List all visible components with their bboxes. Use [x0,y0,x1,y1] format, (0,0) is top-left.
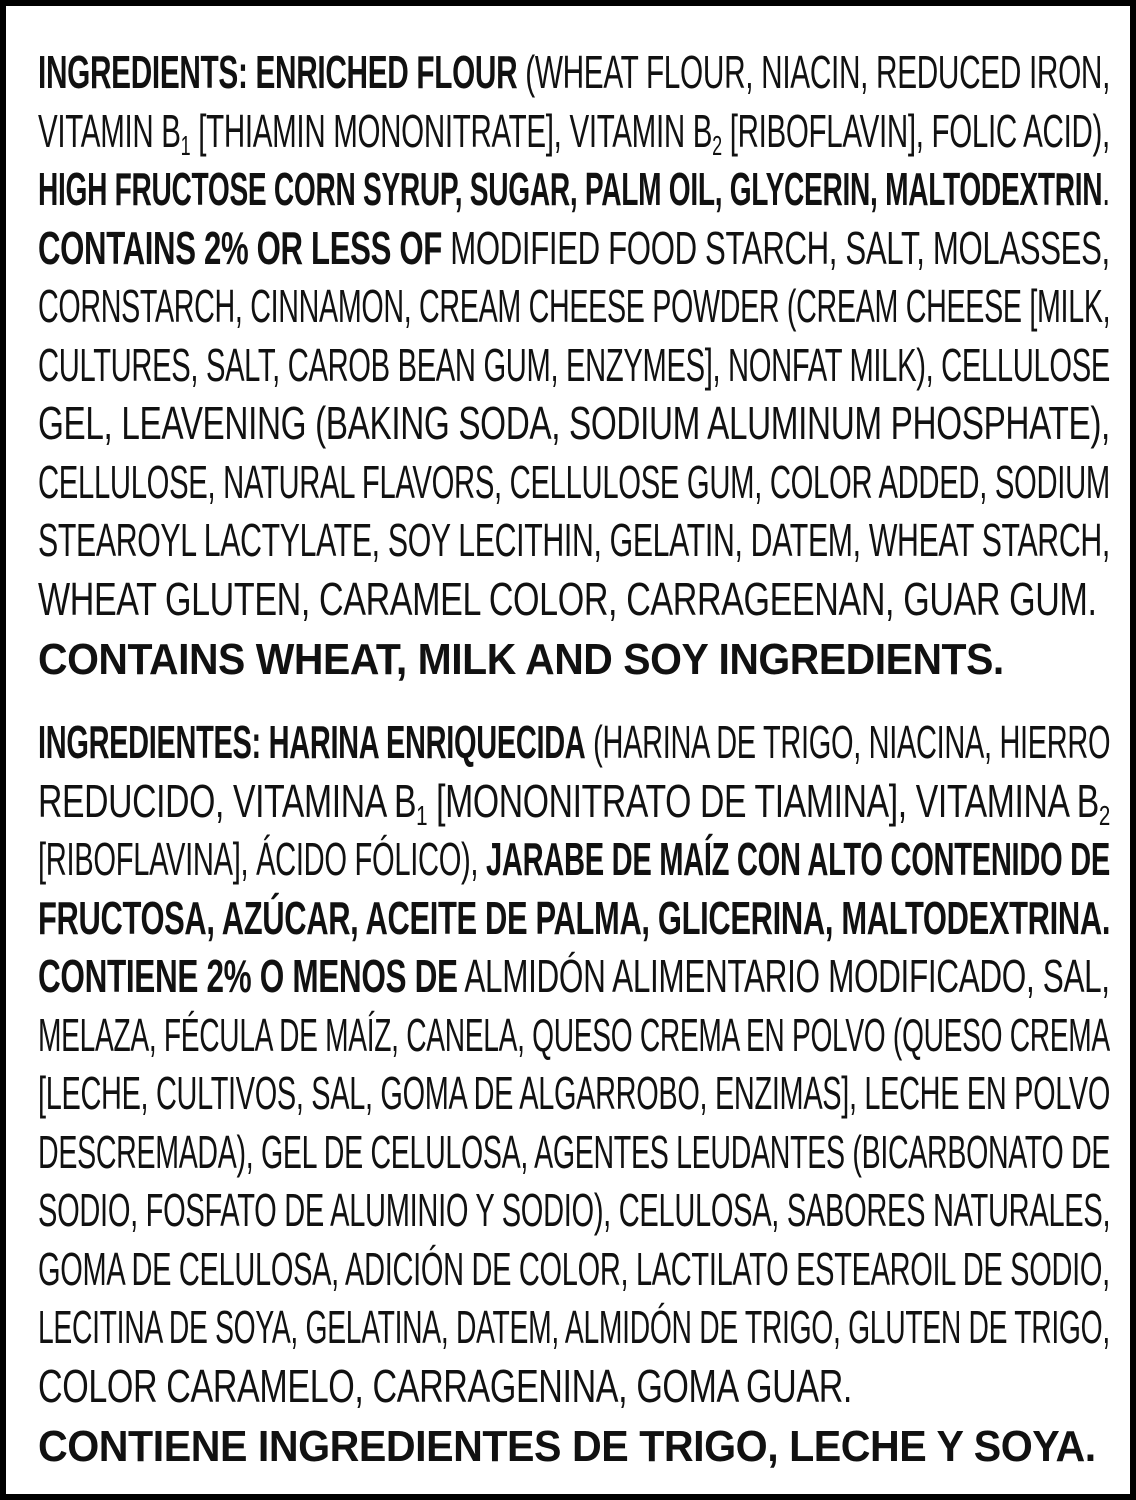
ingredient-text: SODIO, FOSFATO DE ALUMINIO Y SODIO), CELULOSA, SABORES NATURALES, [38,1184,1110,1236]
bold-ingredient-text: INGREDIENTES: HARINA ENRIQUECIDA [38,716,586,768]
ingredient-text: STEAROYL LACTYLATE, SOY LECITHIN, GELATIN, DATEM, WHEAT STARCH, [38,514,1110,566]
spanish-ingredient-line [38,1064,1110,1123]
spanish-allergen-statement [38,1415,1110,1479]
spanish-ingredient-line [38,1357,1110,1416]
subscript-number: 1 [180,129,191,160]
spanish-line-text [38,889,1110,948]
subscript-number: 2 [1098,799,1110,830]
english-ingredients-section [38,43,1110,692]
spanish-ingredient-line [38,1240,1110,1299]
spanish-ingredient-line [38,830,1110,889]
english-ingredient-line [38,277,1110,336]
ingredient-text: (HARINA DE TRIGO, NIACINA, HIERRO [585,716,1110,768]
english-ingredient-line [38,570,1110,629]
spanish-line-text [38,1181,1110,1240]
spanish-ingredients-section [38,713,1110,1479]
spanish-line-text [38,1006,1110,1065]
bold-ingredient-text: FRUCTOSA, AZÚCAR, ACEITE DE PALMA, GLICERINA, MALTODEXTRINA. [38,891,1110,944]
english-allergen-statement [38,628,1110,692]
ingredient-text: CULTURES, SALT, CAROB BEAN GUM, ENZYMES], NONFAT MILK), CELLULOSE [38,338,1110,391]
spanish-ingredient-line [38,1123,1110,1182]
ingredient-text: GEL, LEAVENING (BAKING SODA, SODIUM ALUMINUM PHOSPHATE), [38,397,1110,449]
ingredient-text: [LECHE, CULTIVOS, SAL, GOMA DE ALGARROBO, ENZIMAS], LECHE EN POLVO [38,1067,1110,1119]
ingredient-text: WHEAT GLUTEN, CARAMEL COLOR, CARRAGEENAN, GUAR GUM. [38,572,1097,625]
ingredient-text: REDUCIDO, VITAMINA B [38,774,417,827]
spanish-ingredient-line [38,889,1110,948]
bold-ingredient-text: CONTAINS 2% OR LESS OF [38,221,442,274]
ingredient-text: VITAMIN B [38,104,181,157]
subscript-number: 2 [712,129,722,160]
spanish-line-text [38,1298,1110,1357]
bold-ingredient-text: JARABE DE MAÍZ CON ALTO CONTENIDO DE [485,833,1110,885]
english-ingredient-line [38,394,1110,453]
spanish-line-text [38,830,1110,889]
spanish-ingredient-line [38,772,1110,831]
ingredient-text: [RIBOFLAVINA], ÁCIDO FÓLICO), [38,833,486,885]
ingredient-text: CELLULOSE, NATURAL FLAVORS, CELLULOSE GUM, COLOR ADDED, SODIUM [38,455,1110,508]
spanish-ingredient-line [38,1298,1110,1357]
english-line-text [38,219,1110,278]
english-ingredient-line [38,453,1110,512]
spanish-ingredient-line [38,1181,1110,1240]
english-ingredient-line [38,336,1110,395]
english-ingredient-line [38,219,1110,278]
spanish-line-text [38,772,1110,831]
english-line-text [38,160,1110,219]
english-line-text [38,511,1110,570]
ingredient-text: LECITINA DE SOYA, GELATINA, DATEM, ALMIDÓN DE TRIGO, GLUTEN DE TRIGO, [38,1301,1110,1353]
ingredient-text: [RIBOFLAVIN], FOLIC ACID), [721,104,1110,157]
english-ingredient-line [38,511,1110,570]
spanish-line-text [38,1357,852,1416]
english-line-text [38,570,1097,629]
english-line-text [38,277,1110,336]
ingredient-text: ALMIDÓN ALIMENTARIO MODIFICADO, SAL, [457,950,1110,1002]
ingredient-text: CORNSTARCH, CINNAMON, CREAM CHEESE POWDER (CREAM CHEESE [MILK, [38,280,1110,332]
bold-ingredient-text: INGREDIENTS: ENRICHED FLOUR [38,46,518,98]
spanish-ingredient-line [38,947,1110,1006]
english-line-text [38,336,1110,395]
spanish-ingredient-line [38,1006,1110,1065]
spanish-line-text [38,1123,1110,1182]
ingredient-text: [THIAMIN MONONITRATE], VITAMIN B [190,104,713,157]
english-ingredient-lines [38,43,1110,628]
ingredient-text: DESCREMADA), GEL DE CELULOSA, AGENTES LEUDANTES (BICARBONATO DE [38,1125,1110,1178]
english-line-text [38,453,1110,512]
spanish-line-text [38,947,1110,1006]
english-line-text [38,43,1110,102]
bold-ingredient-text: CONTIENE 2% O MENOS DE [38,950,458,1002]
spanish-ingredient-line [38,713,1110,772]
ingredient-text: (WHEAT FLOUR, NIACIN, REDUCED IRON, [517,46,1110,98]
english-ingredient-line [38,102,1110,161]
ingredient-text: MELAZA, FÉCULA DE MAÍZ, CANELA, QUESO CREMA EN POLVO (QUESO CREMA [38,1008,1110,1061]
bold-ingredient-text: HIGH FRUCTOSE CORN SYRUP, SUGAR, PALM OIL, GLYCERIN, MALTODEXTRIN [38,163,1103,215]
english-ingredient-line [38,43,1110,102]
spanish-allergen-text: CONTIENE INGREDIENTES DE TRIGO, LECHE Y SOYA. [38,1422,1096,1471]
spanish-line-text [38,713,1110,772]
english-line-text [38,102,1110,161]
spanish-line-text [38,1240,1110,1299]
ingredient-text: . [1102,163,1110,215]
ingredient-text: MODIFIED FOOD STARCH, SALT, MOLASSES, [441,221,1110,274]
english-line-text [38,394,1110,453]
ingredient-text: COLOR CARAMELO, CARRAGENINA, GOMA GUAR. [38,1359,853,1412]
ingredient-text: [MONONITRATO DE TIAMINA], VITAMINA B [427,774,1099,827]
ingredient-text: GOMA DE CELULOSA, ADICIÓN DE COLOR, LACTILATO ESTEAROIL DE SODIO, [38,1242,1110,1295]
subscript-number: 1 [416,799,428,830]
spanish-line-text [38,1064,1110,1123]
english-allergen-text: CONTAINS WHEAT, MILK AND SOY INGREDIENTS. [38,635,1004,684]
spanish-ingredient-lines [38,713,1110,1415]
english-ingredient-line [38,160,1110,219]
